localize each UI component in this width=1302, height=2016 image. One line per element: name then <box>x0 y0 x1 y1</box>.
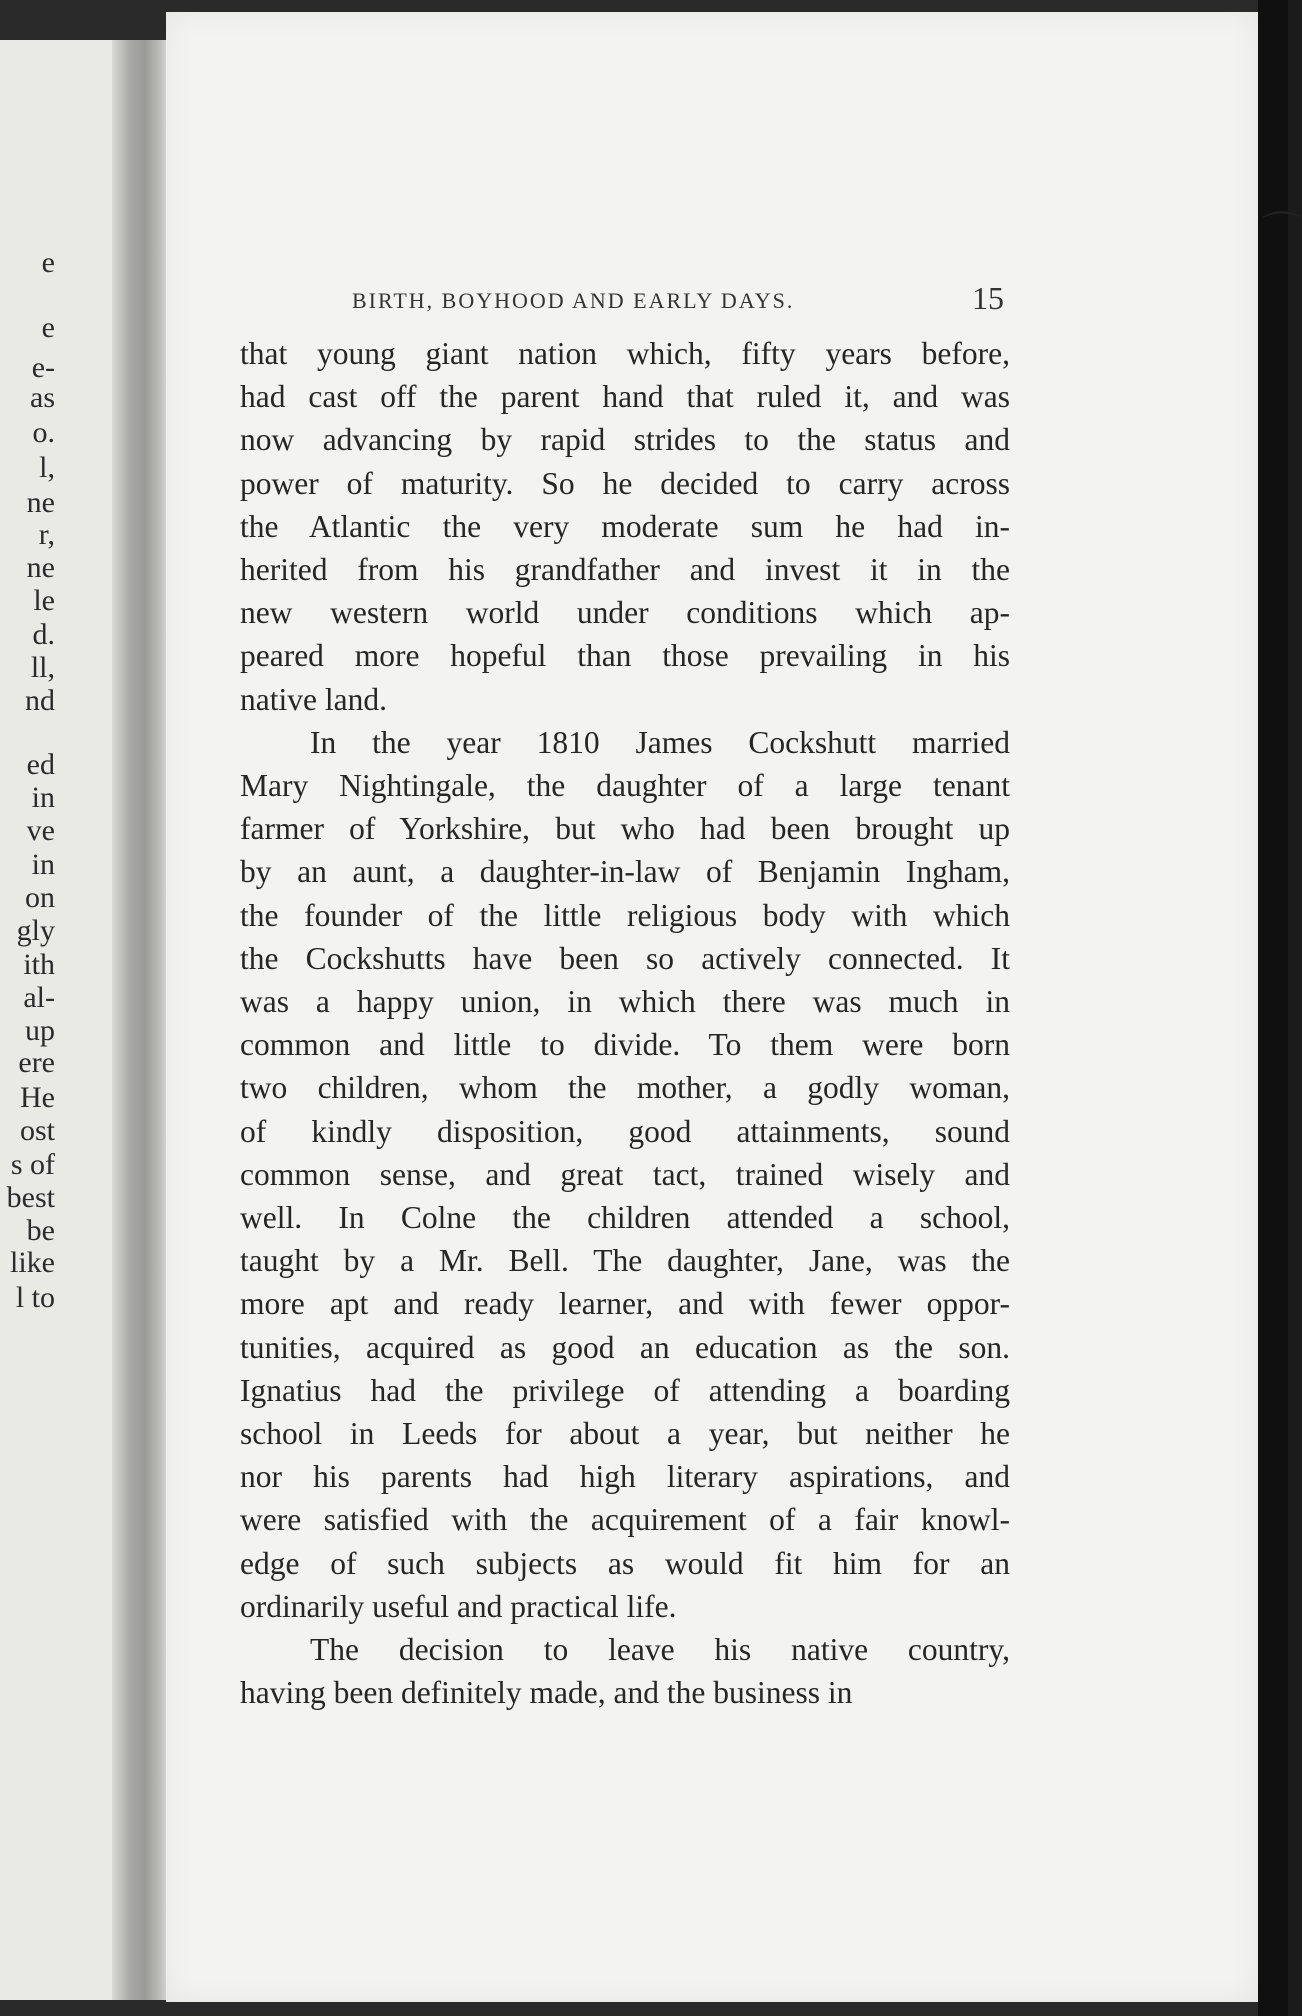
text-line: tunities, acquired as good an education as the son. <box>240 1329 1010 1365</box>
text-line: peared more hopeful than those prevailing in his <box>240 638 1010 674</box>
text-line: now advancing by rapid strides to the status and <box>240 422 1010 458</box>
text-line: herited from his grandfather and invest it in the <box>240 552 1010 588</box>
text-line: power of maturity. So he decided to carry across <box>240 465 1010 501</box>
facing-page-fragment: like <box>10 1246 55 1279</box>
facing-page-fragment: gly <box>16 914 55 947</box>
facing-page-fragment: best <box>6 1181 55 1214</box>
text-line: the Atlantic the very moderate sum he had in- <box>240 508 1010 544</box>
scan-edge <box>1258 0 1288 2016</box>
paragraph <box>240 332 1010 721</box>
facing-page-fragment: as <box>30 381 55 414</box>
text-line: ordinarily useful and practical life. <box>240 1588 677 1624</box>
facing-page-fragment: in <box>31 848 55 881</box>
facing-page-fragment: ost <box>19 1114 55 1147</box>
paragraph <box>240 721 1010 1628</box>
text-line: more apt and ready learner, and with fewer oppor- <box>240 1286 1010 1322</box>
facing-page-fragment: ve <box>26 814 55 847</box>
text-line: the Cockshutts have been so actively connected. It <box>240 940 1010 976</box>
facing-page-fragment: He <box>20 1081 55 1114</box>
facing-page-fragment: e <box>41 246 55 279</box>
text-line: common sense, and great tact, trained wisely and <box>240 1156 1010 1192</box>
edge-mark-top: ⌒ <box>1262 209 1302 255</box>
text-line: had cast off the parent hand that ruled it, and was <box>240 379 1010 415</box>
text-line: by an aunt, a daughter-in-law of Benjamin Ingham, <box>240 854 1010 890</box>
text-line: that young giant nation which, fifty years before, <box>240 336 1010 371</box>
body-text <box>240 332 1010 1715</box>
facing-page <box>0 40 125 2000</box>
facing-page-fragment: al- <box>23 981 55 1014</box>
paragraph <box>240 1628 1010 1714</box>
text-line: The decision to leave his native country, <box>310 1632 1010 1668</box>
text-line: nor his parents had high literary aspirations, and <box>240 1459 1010 1495</box>
running-head: BIRTH, BOYHOOD AND EARLY DAYS. <box>352 288 795 313</box>
facing-page-fragment: s of <box>10 1148 55 1181</box>
facing-page-fragment: ith <box>23 948 55 981</box>
facing-page-fragment: ere <box>18 1046 55 1079</box>
facing-page-fragment: be <box>26 1214 55 1247</box>
text-line: farmer of Yorkshire, but who had been brought up <box>240 811 1010 847</box>
facing-page-fragment: ne <box>26 551 55 584</box>
text-line: was a happy union, in which there was much in <box>240 984 1010 1020</box>
text-line: common and little to divide. To them were born <box>240 1027 1010 1063</box>
text-line: Mary Nightingale, the daughter of a large tenant <box>240 768 1010 804</box>
book-gutter <box>112 40 172 2000</box>
facing-page-fragment: nd <box>25 684 55 717</box>
text-line: taught by a Mr. Bell. The daughter, Jane, was the <box>240 1243 1010 1279</box>
facing-page-fragment: d. <box>32 618 55 651</box>
text-line: school in Leeds for about a year, but neither he <box>240 1416 1010 1452</box>
facing-page-fragment: o. <box>32 416 55 449</box>
facing-page-fragment: ed <box>26 748 55 781</box>
facing-page-fragment: le <box>33 584 55 617</box>
text-line: were satisfied with the acquirement of a fair knowl- <box>240 1502 1010 1538</box>
facing-page-fragment: ll, <box>30 651 55 684</box>
text-line: two children, whom the mother, a godly woman, <box>240 1070 1010 1106</box>
facing-page-fragment: in <box>31 781 55 814</box>
facing-page-fragment: l to <box>15 1281 55 1314</box>
text-line: native land. <box>240 681 387 717</box>
facing-page-fragment: l, <box>39 451 55 484</box>
text-line: Ignatius had the privilege of attending a boarding <box>240 1372 1010 1408</box>
text-line: In the year 1810 James Cockshutt married <box>310 724 1010 760</box>
text-line: the founder of the little religious body with which <box>240 897 1010 933</box>
facing-page-fragment: ne <box>26 486 55 519</box>
text-line: new western world under conditions which ap- <box>240 595 1010 631</box>
page-header <box>200 280 1020 330</box>
facing-page-fragment: r, <box>38 518 55 551</box>
facing-page-fragment: e- <box>31 351 55 384</box>
facing-page-fragment: on <box>25 881 55 914</box>
text-line: of kindly disposition, good attainments, sound <box>240 1113 1010 1149</box>
facing-page-fragment: e <box>41 311 55 344</box>
facing-page-fragment: up <box>25 1014 55 1047</box>
page-number: 15 <box>972 280 1004 316</box>
text-line: well. In Colne the children attended a school, <box>240 1200 1010 1236</box>
text-line: edge of such subjects as would fit him for an <box>240 1545 1010 1581</box>
text-line: having been definitely made, and the business in <box>240 1675 853 1711</box>
